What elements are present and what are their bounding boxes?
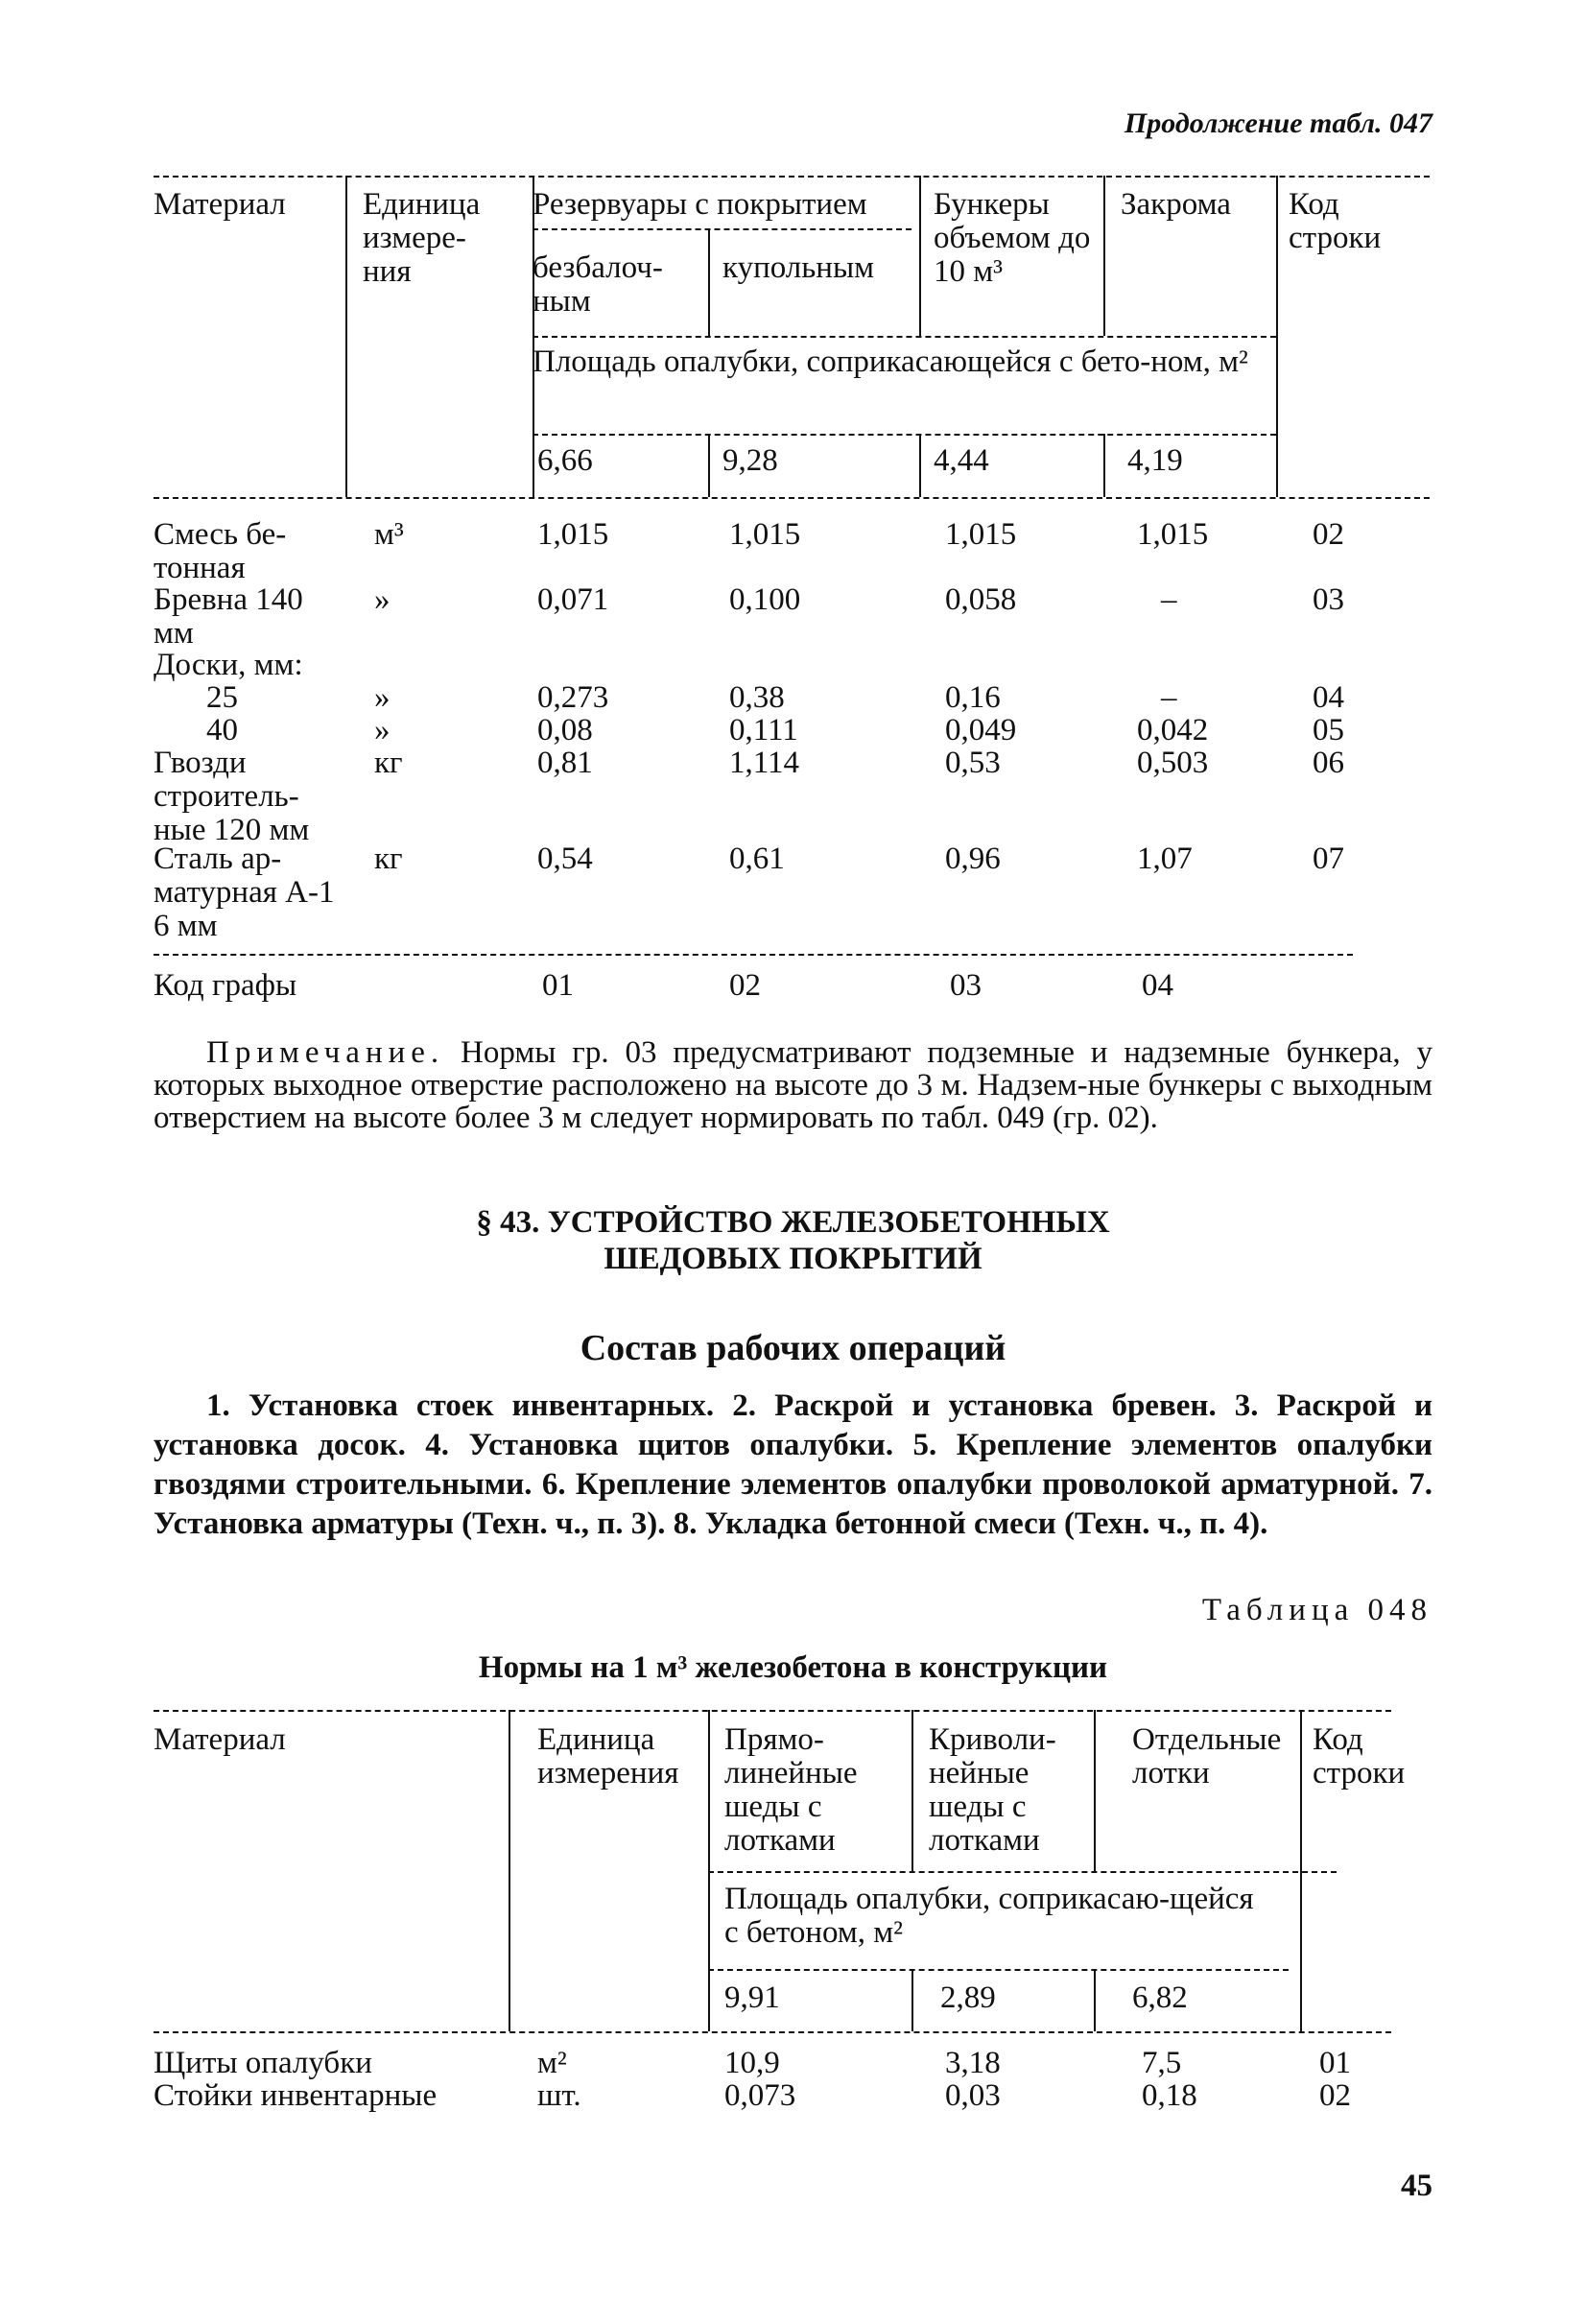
- row-name: 40: [206, 713, 238, 747]
- row-value: 0,111: [729, 713, 798, 747]
- row-value: 3,18: [945, 2046, 1001, 2080]
- table-rule: [911, 1969, 913, 2031]
- column-code: 01: [542, 968, 574, 1003]
- row-value: 1,114: [729, 746, 800, 780]
- row-code: 01: [1319, 2046, 1351, 2080]
- row-value: 0,058: [945, 582, 1017, 617]
- row-unit: »: [374, 582, 391, 617]
- header-bunkers: Бункеры объемом до 10 м³: [934, 187, 1091, 289]
- row-value: 7,5: [1142, 2046, 1182, 2080]
- column-code: 02: [729, 968, 761, 1003]
- table-rule: [533, 434, 1276, 436]
- header-row-code: Код строки: [1313, 1722, 1406, 1790]
- row-code: 05: [1313, 713, 1344, 747]
- row-value: 0,96: [945, 842, 1001, 876]
- row-code: 02: [1319, 2078, 1351, 2113]
- section-subtitle: Состав рабочих операций: [580, 1328, 1006, 1368]
- row-value: 0,54: [537, 842, 593, 876]
- note-label: Примечание.: [206, 1035, 445, 1070]
- row-code: 06: [1313, 746, 1344, 780]
- continuation-caption: Продолжение табл. 047: [1124, 107, 1432, 139]
- header-area: Площадь опалубки, соприкасаю-щейся с бетоном, м²: [724, 1882, 1254, 1950]
- table-rule: [919, 434, 921, 497]
- table-rule: [708, 434, 710, 497]
- row-name: Щиты опалубки: [154, 2046, 372, 2080]
- header-curved-sheds: Криволи-нейные шеды с лотками: [929, 1722, 1056, 1858]
- header-material: Материал: [154, 1722, 286, 1757]
- header-separate-trays: Отдельные лотки: [1132, 1722, 1282, 1790]
- table-rule: [154, 1710, 1391, 1712]
- table-rule: [533, 228, 911, 230]
- row-name: Сталь ар-матурная А-1 6 мм: [154, 842, 335, 943]
- row-value: 0,273: [537, 680, 609, 715]
- row-name: Гвозди строитель-ные 120 мм: [154, 746, 310, 847]
- row-unit: м²: [537, 2046, 567, 2080]
- page-number: 45: [1401, 2169, 1432, 2203]
- row-value: 1,015: [729, 517, 801, 552]
- table-rule: [1276, 176, 1278, 497]
- table-rule: [154, 497, 1430, 499]
- table-rule: [509, 1710, 510, 2031]
- area-value: 4,19: [1127, 443, 1183, 478]
- table-rule: [345, 176, 347, 497]
- column-code-label: Код графы: [154, 968, 297, 1003]
- area-value: 2,89: [940, 1980, 996, 2015]
- table-rule: [154, 954, 1353, 956]
- area-value: 9,91: [724, 1980, 780, 2015]
- row-value: –: [1161, 582, 1177, 617]
- header-unit: Единица измерения: [537, 1722, 679, 1790]
- table-rule: [919, 176, 921, 336]
- row-value: 0,18: [1142, 2078, 1197, 2113]
- note-text: Нормы гр. 03 предусматривают подземные и надземные бункера, у которых выходное отверстие расположено на высоте до 3 м. Надзем-ные бункеры с выходным отверстием на высоте более 3 м следует нормировать по табл. 049 (гр. 02).: [154, 1035, 1432, 1135]
- row-unit: кг: [374, 746, 403, 780]
- table-rule: [911, 1710, 913, 1871]
- row-value: 0,53: [945, 746, 1001, 780]
- row-code: 04: [1313, 680, 1344, 715]
- header-beamless: безбалоч-ным: [533, 250, 663, 319]
- row-unit: »: [374, 680, 391, 715]
- row-value: 0,100: [729, 582, 801, 617]
- table-rule: [533, 336, 1276, 338]
- row-name: Бревна 140 мм: [154, 582, 303, 651]
- section-title-line: § 43. УСТРОЙСТВО ЖЕЛЕЗОБЕТОННЫХ: [476, 1205, 1110, 1240]
- table-rule: [708, 1871, 1337, 1873]
- table-title: Нормы на 1 м³ железобетона в конструкции: [478, 1650, 1108, 1685]
- row-unit: кг: [374, 842, 403, 876]
- row-value: 1,07: [1137, 842, 1193, 876]
- row-name: Смесь бе-тонная: [154, 517, 287, 585]
- row-unit: м³: [374, 517, 404, 552]
- row-name: Стойки инвентарные: [154, 2078, 438, 2113]
- area-value: 6,66: [537, 443, 593, 478]
- column-code: 03: [950, 968, 982, 1003]
- row-value: 0,61: [729, 842, 785, 876]
- row-value: –: [1161, 680, 1177, 715]
- operations-paragraph: 1. Установка стоек инвентарных. 2. Раскрой и установка бревен. 3. Раскрой и установка досок. 4. Установка щитов опалубки. 5. Крепление элементов опалубки гвоздями строительными. 6. Крепление элементов опалубки проволокой арматурной. 7. Установка арматуры (Техн. ч., п. 3). 8. Укладка бетонной смеси (Техн. ч., п. 4).: [154, 1388, 1432, 1541]
- row-code: 07: [1313, 842, 1344, 876]
- section-title: [0, 1204, 1586, 1277]
- area-value: 4,44: [934, 443, 989, 478]
- row-value: 1,015: [1137, 517, 1209, 552]
- table-rule: [154, 2031, 1391, 2033]
- header-straight-sheds: Прямо-линейные шеды с лотками: [724, 1722, 858, 1858]
- row-value: 0,38: [729, 680, 785, 715]
- area-value: 9,28: [722, 443, 778, 478]
- row-value: 0,503: [1137, 746, 1209, 780]
- table-label: Таблица 048: [1201, 1593, 1432, 1627]
- header-unit: Единица измере-ния: [363, 187, 481, 289]
- header-row-code: Код строки: [1289, 187, 1382, 255]
- row-value: 1,015: [537, 517, 609, 552]
- row-unit: »: [374, 713, 391, 747]
- row-code: 03: [1313, 582, 1344, 617]
- section-title-line: ШЕДОВЫХ ПОКРЫТИЙ: [604, 1242, 982, 1276]
- table-rule: [533, 176, 534, 497]
- row-code: 02: [1313, 517, 1344, 552]
- row-name: 25: [206, 680, 238, 715]
- area-value: 6,82: [1132, 1980, 1188, 2015]
- table-rule: [1094, 1969, 1096, 2031]
- table-rule: [708, 1969, 1289, 1971]
- row-value: 0,049: [945, 713, 1017, 747]
- row-value: 10,9: [724, 2046, 780, 2080]
- header-dome: купольным: [722, 250, 875, 285]
- row-value: 1,015: [945, 517, 1017, 552]
- row-value: 0,071: [537, 582, 609, 617]
- column-code: 04: [1142, 968, 1173, 1003]
- table-rule: [708, 228, 710, 336]
- row-value: 0,16: [945, 680, 1001, 715]
- row-value: 0,042: [1137, 713, 1209, 747]
- row-value: 0,08: [537, 713, 593, 747]
- row-value: 0,81: [537, 746, 593, 780]
- header-area: Площадь опалубки, соприкасающейся с бето-ном, м²: [533, 344, 1248, 379]
- header-reservoirs: Резервуары с покрытием: [533, 187, 867, 222]
- header-material: Материал: [154, 187, 286, 222]
- header-bins: Закрома: [1121, 187, 1231, 222]
- table-note: [154, 1036, 1432, 1134]
- row-name: Доски, мм:: [154, 648, 303, 682]
- table-rule: [1103, 434, 1105, 497]
- row-value: 0,073: [724, 2078, 796, 2113]
- row-value: 0,03: [945, 2078, 1001, 2113]
- row-unit: шт.: [537, 2078, 581, 2113]
